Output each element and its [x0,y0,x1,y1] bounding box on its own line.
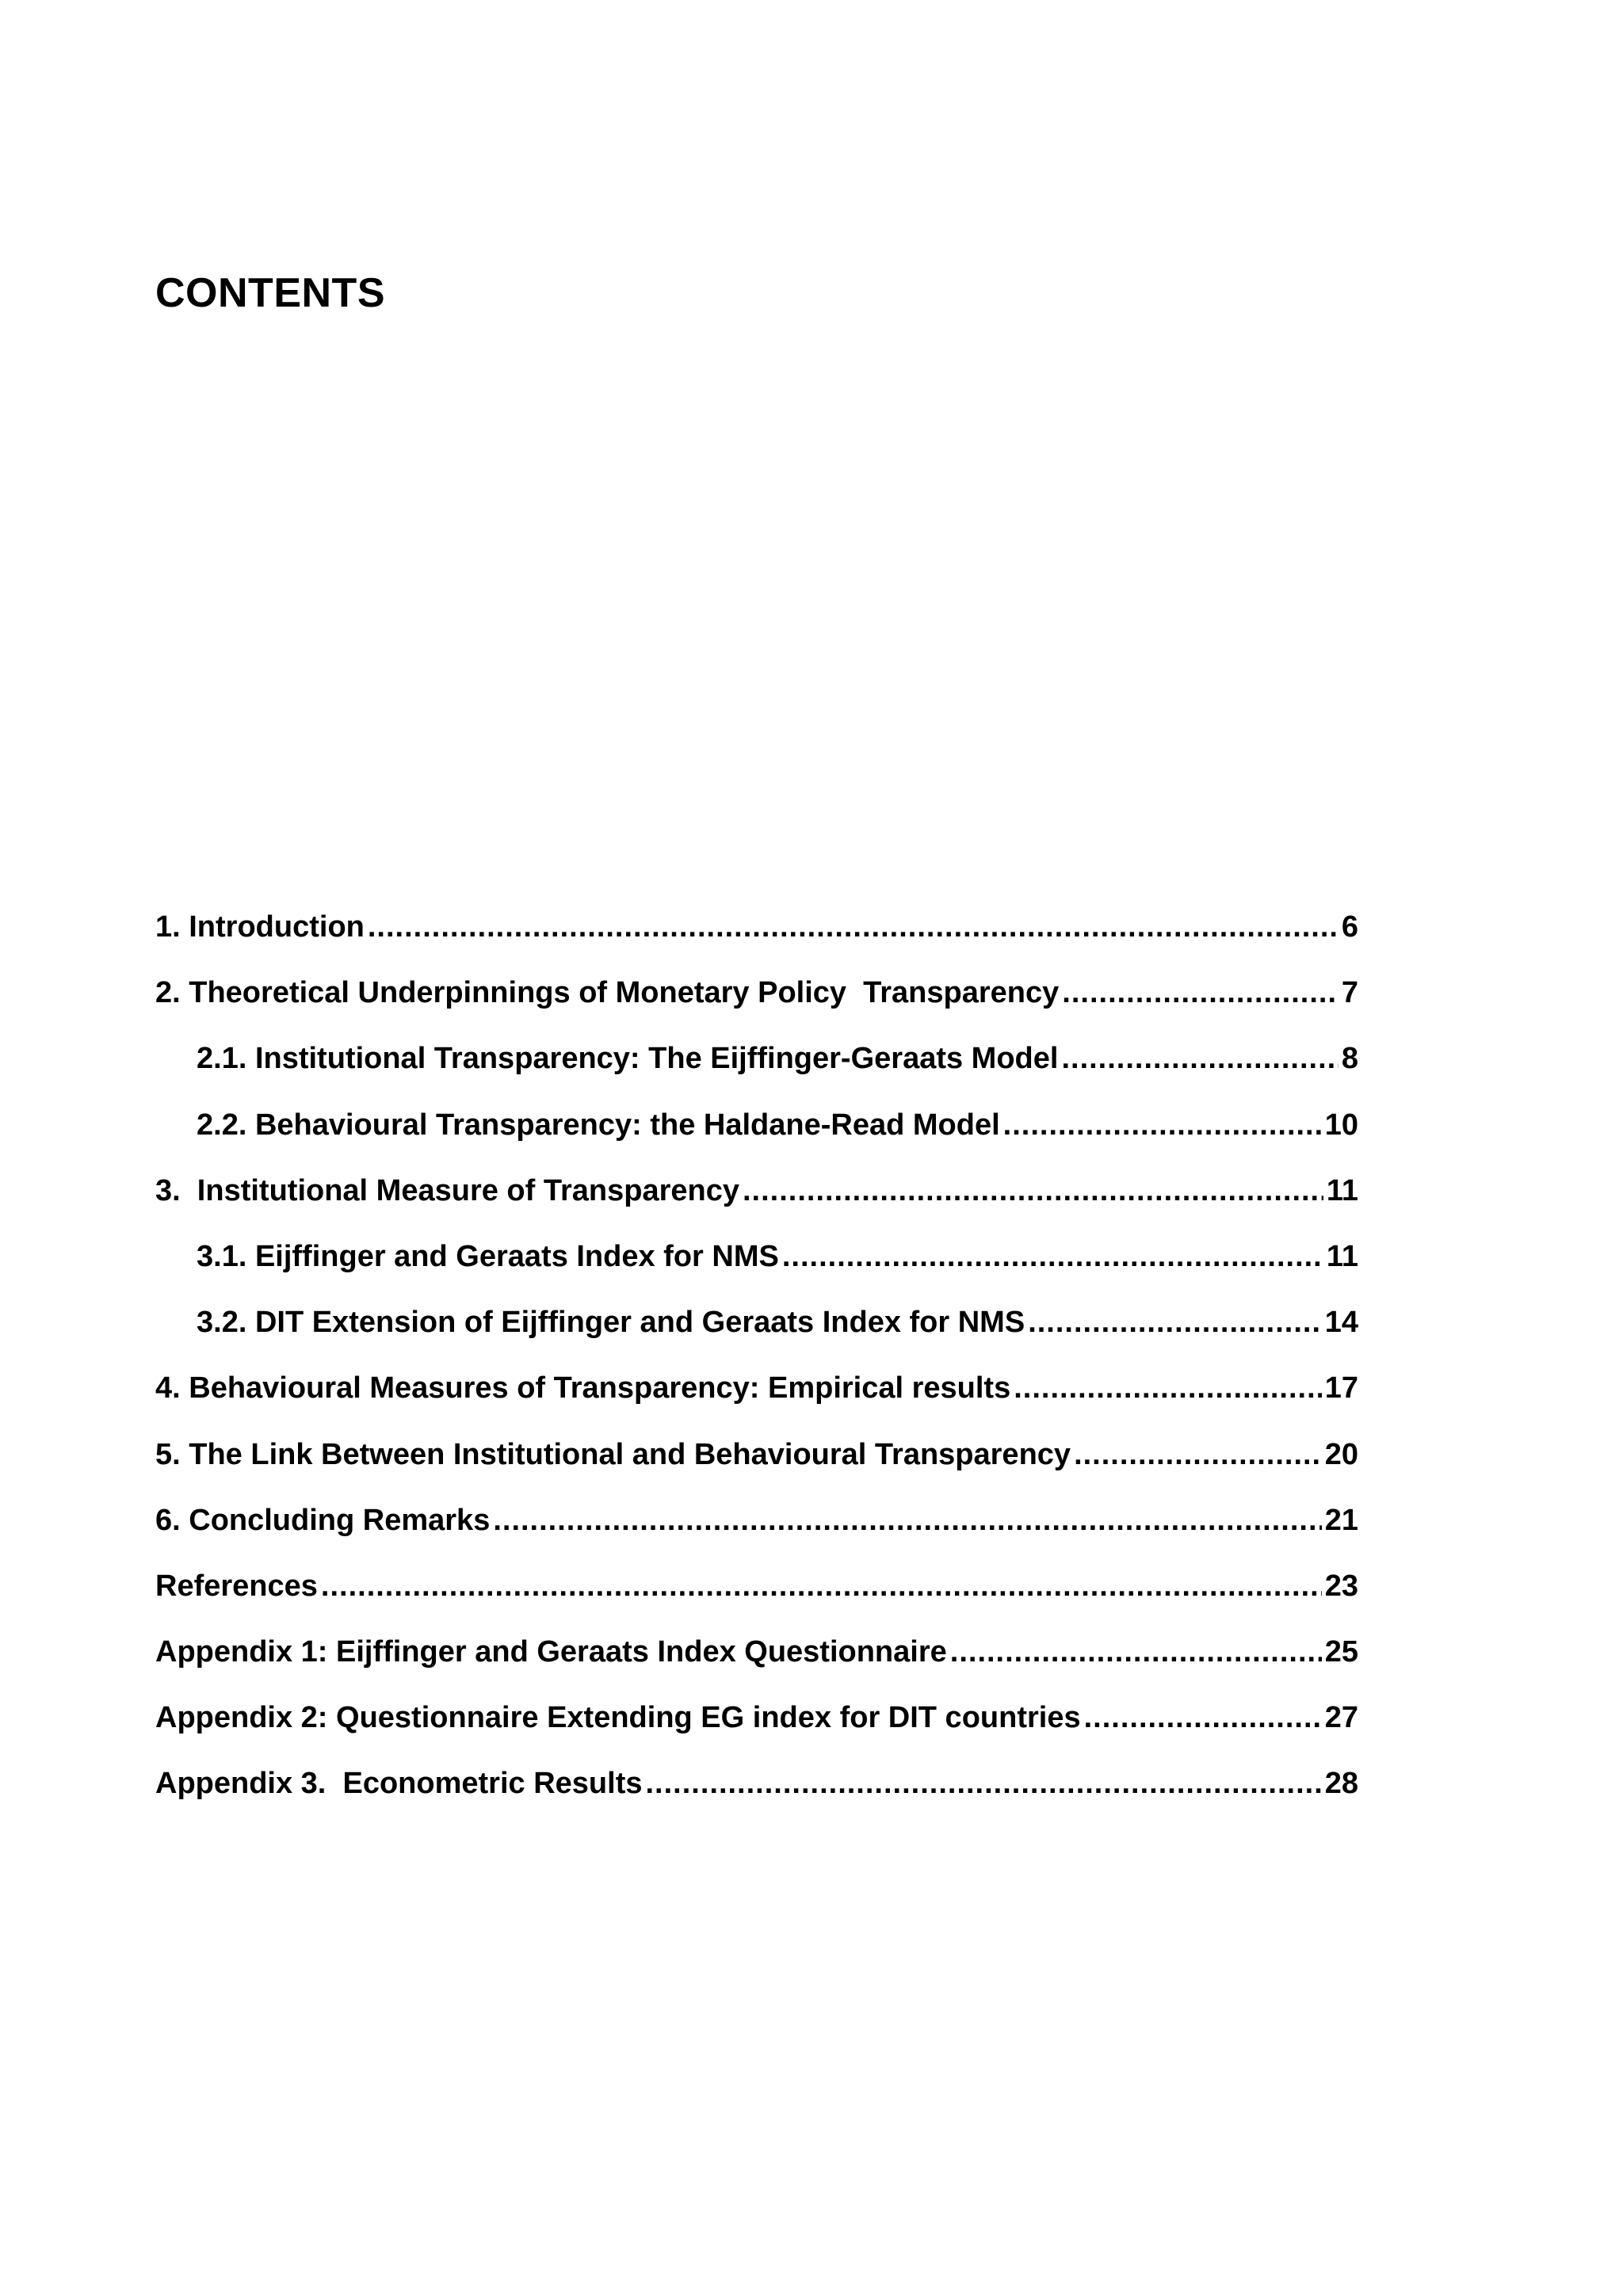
toc-entry[interactable] [155,1763,1358,1829]
toc-entry-title: 2. Theoretical Underpinnings of Monetary Policy Transparency [155,976,1060,1010]
toc-page-number: 10 [1324,1108,1358,1142]
toc-page-number: 25 [1324,1635,1358,1669]
toc-entry-title: 2.2. Behavioural Transparency: the Haldane-Read Model [197,1108,1000,1142]
toc-page-number: 7 [1341,976,1358,1010]
toc-dot-leader [1014,1367,1322,1409]
toc-dot-leader [782,1236,1323,1277]
toc-dot-leader [645,1763,1321,1804]
toc-entry[interactable] [155,1434,1358,1500]
toc-page-number: 20 [1324,1437,1358,1471]
toc-entry[interactable] [155,972,1358,1038]
toc-entry[interactable] [155,906,1358,972]
toc-dot-leader [368,906,1338,948]
toc-dot-leader [1074,1434,1322,1475]
toc-entry-title: 3.1. Eijffinger and Geraats Index for NMS [197,1239,779,1273]
toc-dot-leader [743,1170,1323,1211]
toc-page-number: 17 [1324,1371,1358,1405]
toc-dot-leader [1062,972,1338,1013]
toc-dot-leader [1028,1302,1322,1343]
toc-page-number: 27 [1324,1701,1358,1735]
toc-entry[interactable] [155,1697,1358,1763]
toc-entry-title: 3. Institutional Measure of Transparency [155,1173,739,1207]
toc-entry-title: 4. Behavioural Measures of Transparency: Empirical results [155,1371,1011,1405]
toc-entry[interactable] [155,1038,1358,1104]
toc-entry[interactable] [155,1236,1358,1302]
toc-entry[interactable] [155,1566,1358,1631]
toc-entry[interactable] [155,1170,1358,1236]
toc-page-number: 14 [1324,1306,1358,1340]
toc-dot-leader [493,1500,1321,1541]
toc-page-number: 11 [1326,1239,1358,1273]
toc-entry-title: 5. The Link Between Institutional and Behavioural Transparency [155,1437,1071,1471]
toc-page-number: 28 [1324,1767,1358,1801]
toc-entry-title: Appendix 3. Econometric Results [155,1767,643,1801]
toc-dot-leader [1003,1104,1322,1146]
toc-page-number: 6 [1341,910,1358,944]
toc-entry[interactable] [155,1500,1358,1566]
page-title: CONTENTS [155,270,385,316]
toc-page-number: 11 [1326,1173,1358,1207]
toc-entry[interactable] [155,1367,1358,1433]
table-of-contents [155,906,1358,1829]
toc-dot-leader [950,1631,1322,1672]
toc-page-number: 8 [1341,1042,1358,1076]
toc-entry-title: References [155,1569,318,1603]
toc-entry[interactable] [155,1104,1358,1170]
toc-entry-title: 1. Introduction [155,910,365,944]
toc-page-number: 23 [1324,1569,1358,1603]
toc-entry-title: Appendix 2: Questionnaire Extending EG index for DIT countries [155,1701,1081,1735]
toc-dot-leader [321,1566,1322,1607]
toc-entry[interactable] [155,1302,1358,1367]
toc-entry-title: 6. Concluding Remarks [155,1503,491,1537]
toc-page-number: 21 [1324,1503,1358,1537]
toc-entry-title: 3.2. DIT Extension of Eijffinger and Geraats Index for NMS [197,1306,1025,1340]
toc-dot-leader [1061,1038,1338,1079]
toc-entry-title: Appendix 1: Eijffinger and Geraats Index Questionnaire [155,1635,947,1669]
toc-entry[interactable] [155,1631,1358,1697]
toc-entry-title: 2.1. Institutional Transparency: The Eijffinger-Geraats Model [197,1042,1059,1076]
toc-dot-leader [1084,1697,1322,1738]
